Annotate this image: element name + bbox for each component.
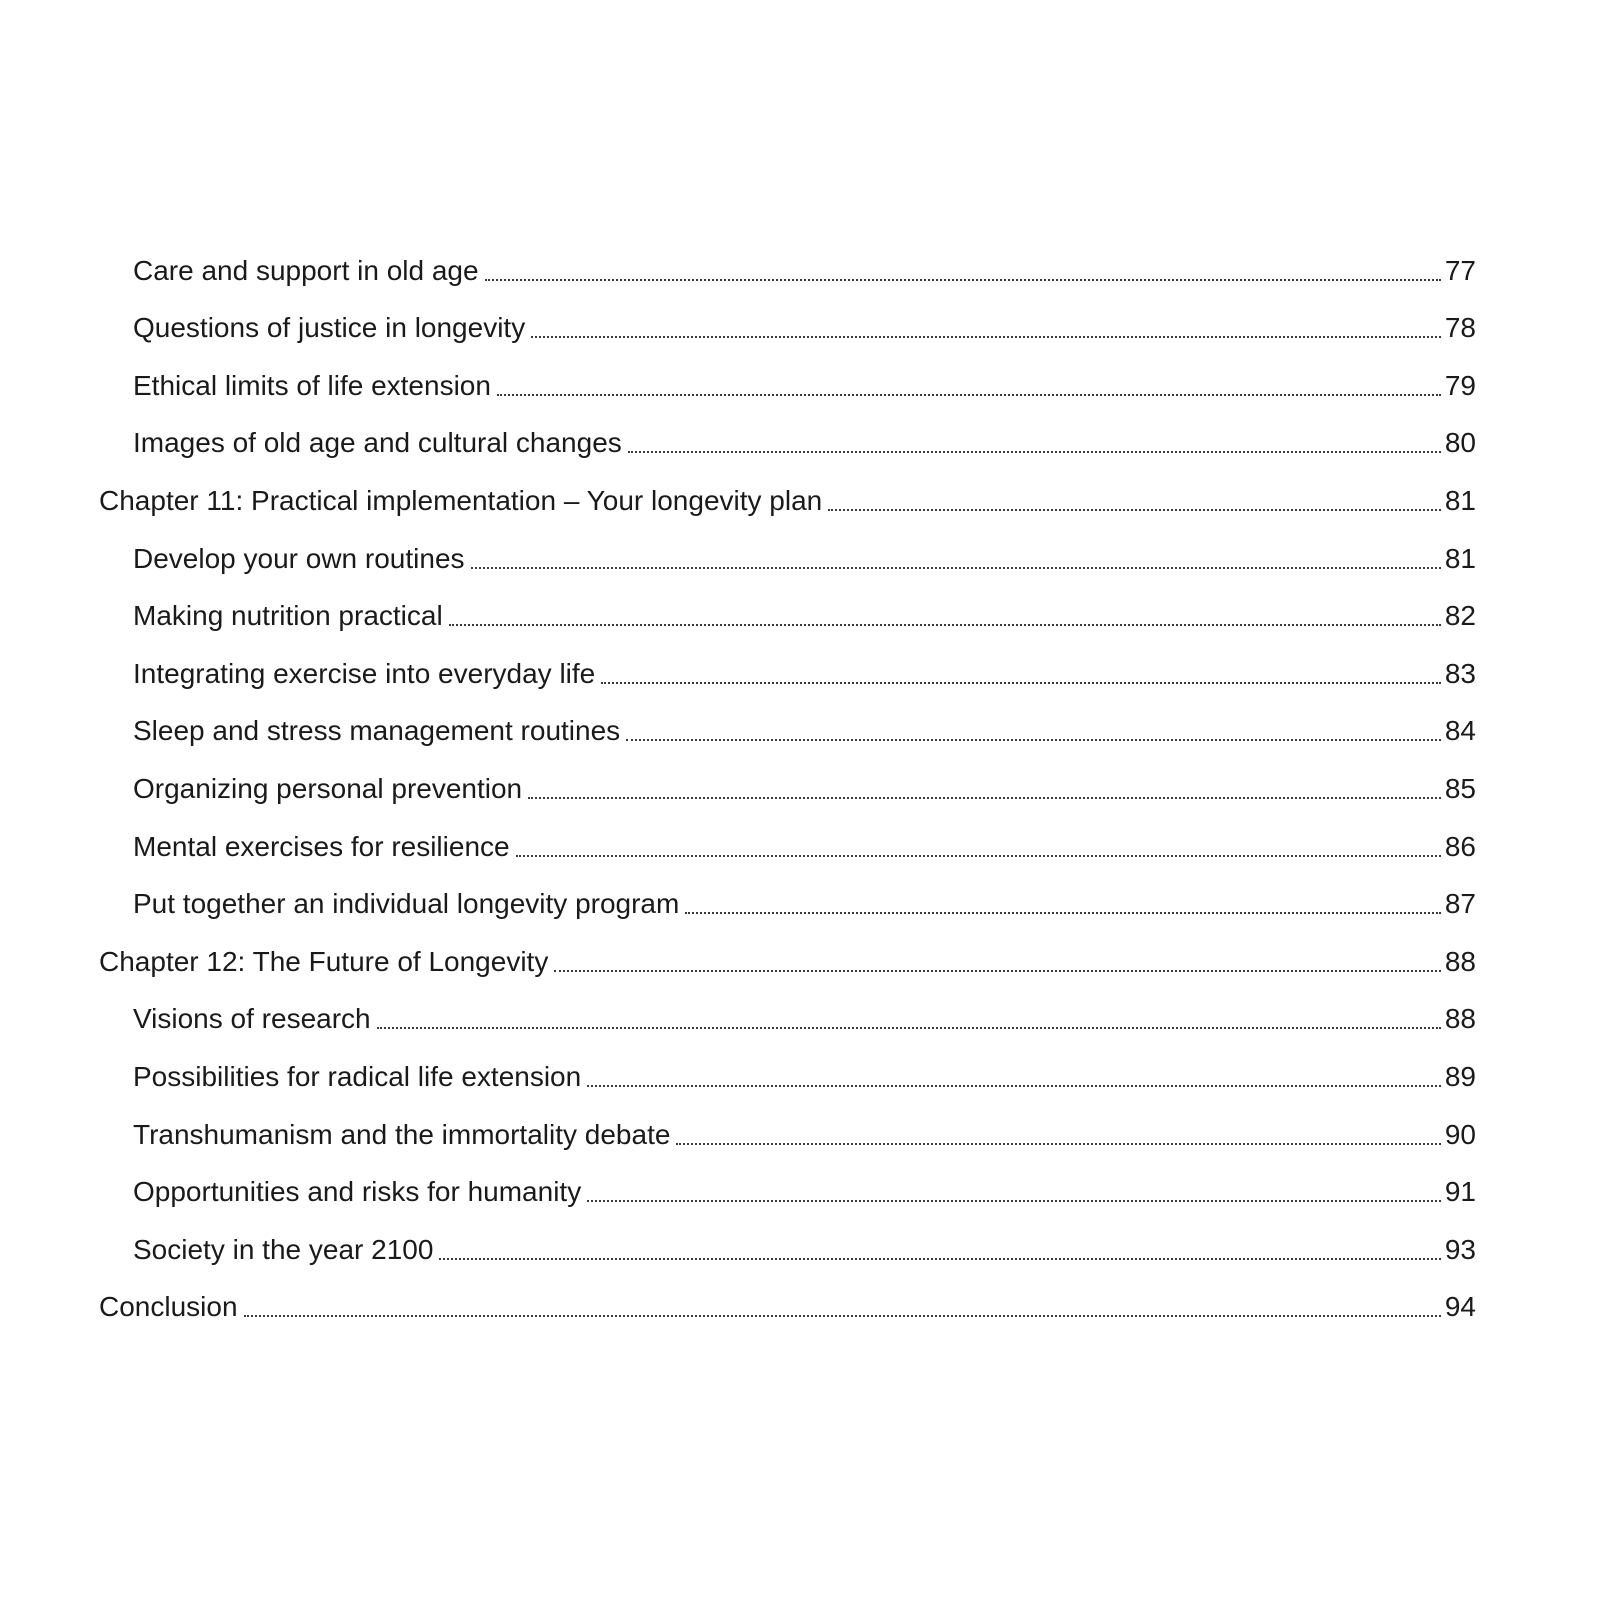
toc-entry-title: Organizing personal prevention xyxy=(133,772,523,804)
toc-entry[interactable] xyxy=(0,870,1600,928)
toc-entry-title: Chapter 11: Practical implementation – Your longevity plan xyxy=(99,484,823,516)
toc-page-number: 88 xyxy=(1444,945,1476,977)
toc-entry[interactable] xyxy=(0,351,1600,409)
toc-page-number: 77 xyxy=(1444,254,1476,286)
toc-entry-title: Mental exercises for resilience xyxy=(133,830,510,862)
toc-page-number: 87 xyxy=(1444,888,1476,920)
toc-page-number: 93 xyxy=(1444,1233,1476,1265)
toc-page-number: 79 xyxy=(1444,369,1476,401)
toc-page-number: 88 xyxy=(1444,1003,1476,1035)
toc-chapter-entry[interactable] xyxy=(0,466,1600,524)
toc-dot-leader xyxy=(531,336,1441,338)
toc-entry-title: Sleep and stress management routines xyxy=(133,715,621,747)
toc-entry[interactable] xyxy=(0,697,1600,755)
toc-entry[interactable] xyxy=(0,812,1600,870)
toc-dot-leader xyxy=(471,567,1441,569)
toc-entry[interactable] xyxy=(0,639,1600,697)
toc-entry[interactable] xyxy=(0,1100,1600,1158)
toc-page-number: 85 xyxy=(1444,772,1476,804)
toc-entry-title: Transhumanism and the immortality debate xyxy=(133,1118,671,1150)
toc-dot-leader xyxy=(377,1027,1441,1029)
toc-dot-leader xyxy=(497,394,1441,396)
toc-entry[interactable] xyxy=(0,582,1600,640)
toc-entry-title: Care and support in old age xyxy=(133,254,479,286)
toc-entry[interactable] xyxy=(0,985,1600,1043)
toc-entry[interactable] xyxy=(0,294,1600,352)
toc-dot-leader xyxy=(587,1085,1441,1087)
toc-entry-title: Visions of research xyxy=(133,1003,371,1035)
toc-page-number: 81 xyxy=(1444,542,1476,574)
toc-entry-title: Develop your own routines xyxy=(133,542,465,574)
toc-entry-title: Questions of justice in longevity xyxy=(133,312,526,344)
toc-entry-title: Society in the year 2100 xyxy=(133,1233,434,1265)
toc-entry-title: Making nutrition practical xyxy=(133,600,443,632)
toc-entry[interactable] xyxy=(0,1158,1600,1216)
toc-page-number: 91 xyxy=(1444,1176,1476,1208)
toc-entry-title: Chapter 12: The Future of Longevity xyxy=(99,945,549,977)
toc-page-number: 83 xyxy=(1444,657,1476,689)
toc-chapter-entry[interactable] xyxy=(0,1273,1600,1331)
toc-page-number: 84 xyxy=(1444,715,1476,747)
toc-dot-leader xyxy=(244,1315,1441,1317)
toc-page-number: 94 xyxy=(1444,1291,1476,1323)
toc-page-number: 89 xyxy=(1444,1060,1476,1092)
toc-entry[interactable] xyxy=(0,1215,1600,1273)
toc-page-number: 90 xyxy=(1444,1118,1476,1150)
toc-dot-leader xyxy=(554,970,1441,972)
toc-dot-leader xyxy=(528,797,1441,799)
toc-page-number: 82 xyxy=(1444,600,1476,632)
toc-page-number: 78 xyxy=(1444,312,1476,344)
toc-dot-leader xyxy=(828,509,1441,511)
toc-entry[interactable] xyxy=(0,1042,1600,1100)
toc-dot-leader xyxy=(601,682,1441,684)
toc-entry[interactable] xyxy=(0,524,1600,582)
toc-dot-leader xyxy=(626,739,1441,741)
table-of-contents xyxy=(0,236,1600,1330)
toc-entry[interactable] xyxy=(0,236,1600,294)
toc-entry-title: Images of old age and cultural changes xyxy=(133,427,622,459)
toc-dot-leader xyxy=(449,624,1441,626)
toc-entry[interactable] xyxy=(0,409,1600,467)
toc-dot-leader xyxy=(439,1258,1440,1260)
toc-entry[interactable] xyxy=(0,754,1600,812)
toc-dot-leader xyxy=(587,1200,1441,1202)
toc-dot-leader xyxy=(628,451,1441,453)
toc-dot-leader xyxy=(676,1143,1440,1145)
toc-page-number: 80 xyxy=(1444,427,1476,459)
toc-entry-title: Integrating exercise into everyday life xyxy=(133,657,596,689)
toc-page-number: 86 xyxy=(1444,830,1476,862)
toc-page-number: 81 xyxy=(1444,484,1476,516)
toc-entry-title: Opportunities and risks for humanity xyxy=(133,1176,582,1208)
toc-chapter-entry[interactable] xyxy=(0,927,1600,985)
toc-entry-title: Possibilities for radical life extension xyxy=(133,1060,582,1092)
toc-entry-title: Ethical limits of life extension xyxy=(133,369,491,401)
toc-entry-title: Conclusion xyxy=(99,1291,238,1323)
toc-entry-title: Put together an individual longevity program xyxy=(133,888,680,920)
toc-dot-leader xyxy=(485,279,1441,281)
toc-dot-leader xyxy=(516,855,1441,857)
toc-dot-leader xyxy=(685,912,1441,914)
